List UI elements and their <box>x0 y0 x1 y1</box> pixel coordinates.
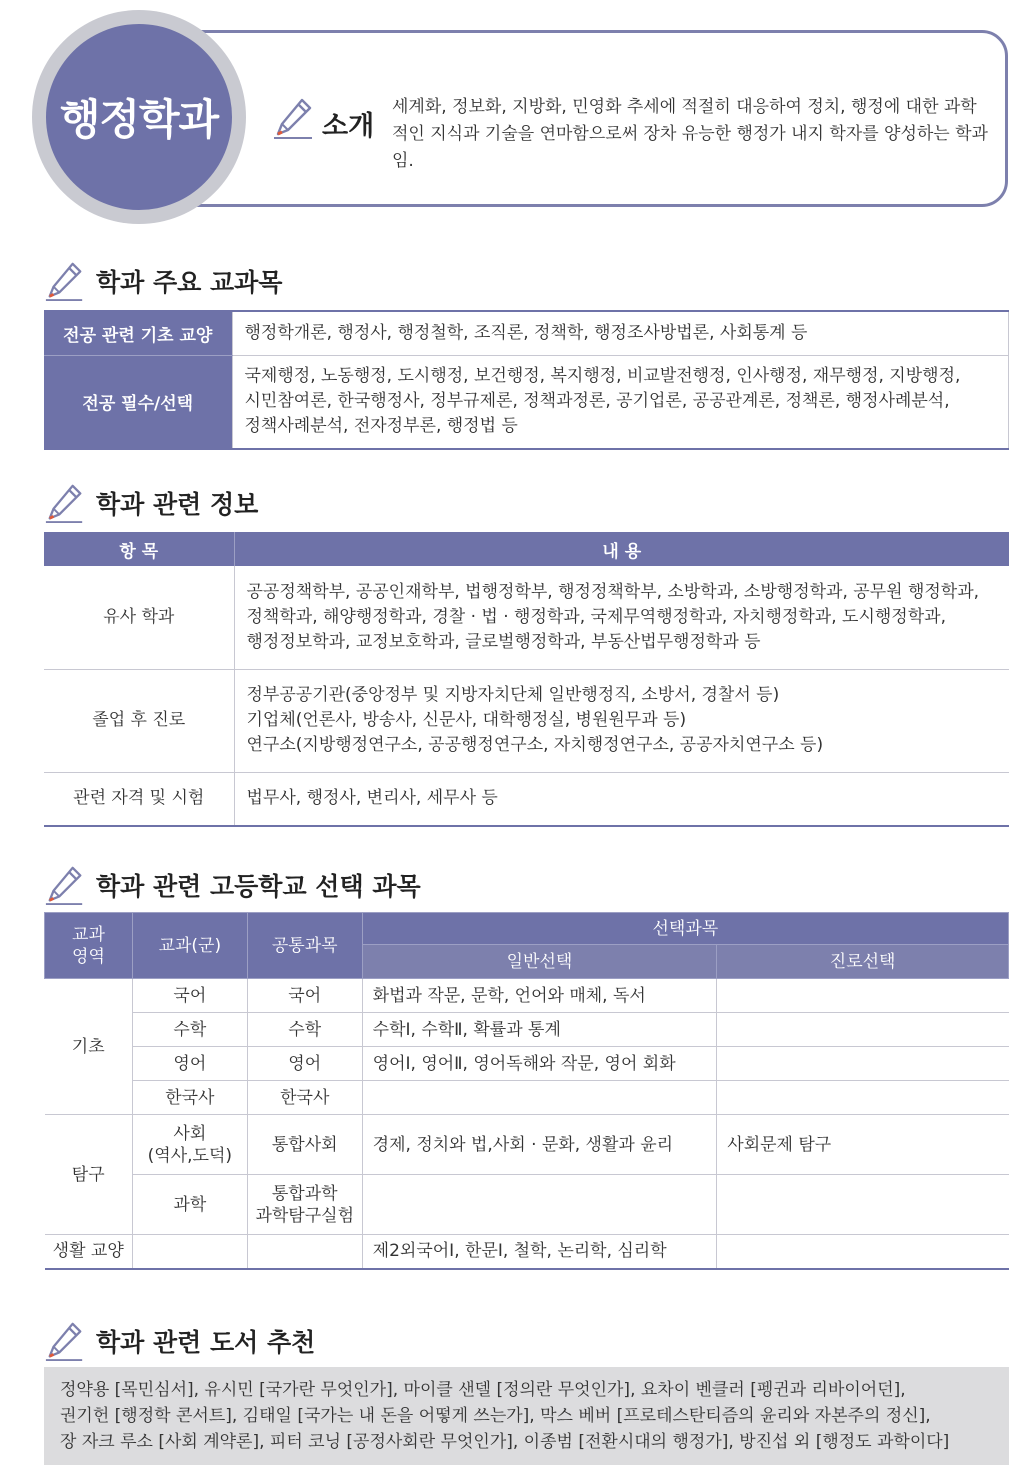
section-title-text: 학과 주요 교과목 <box>96 268 283 297</box>
general-cell: 영어Ⅰ, 영어Ⅱ, 영어독해와 작문, 영어 회화 <box>362 1047 717 1081</box>
career-cell <box>717 1013 1009 1047</box>
text-line: 기업체(언론사, 방송사, 신문사, 대학행정실, 병원원무과 등) <box>246 710 687 730</box>
career-cell <box>717 979 1009 1013</box>
group-cell: 수학 <box>132 1013 247 1047</box>
license-text: 법무사, 행정사, 변리사, 세무사 등 <box>234 772 1009 826</box>
text-line: 행정정보학과, 교정보호학과, 글로벌행정학과, 부동산법무행정학과 등 <box>246 631 761 652</box>
major-courses-text <box>232 355 1009 449</box>
career-label: 졸업 후 진로 <box>44 669 234 772</box>
intro-text: 세계화, 정보화, 지방화, 민영화 추세에 적절히 대응하여 정치, 행정에 대한 과학적인 지식과 기술을 연마함으로써 장차 유능한 행정가 내지 학자를 양성하는 학과임. <box>392 97 988 171</box>
area-header-line: 영역 <box>72 946 105 967</box>
text-line: 정책학과, 해양행정학과, 경찰 · 법 · 행정학과, 국제무역행정학과, 자치행정학과, 도시행정학과, <box>246 606 946 627</box>
text-line: 정부공공기관(중앙정부 및 지방자치단체 일반행정직, 소방서, 경찰서 등) <box>246 685 780 705</box>
area-cell: 탐구 <box>45 1115 133 1235</box>
table-row <box>44 669 1009 772</box>
text-line: 연구소(지방행정연구소, 공공행정연구소, 자치행정연구소, 공공자치연구소 등) <box>246 735 824 755</box>
intro-label: 소개 <box>322 111 375 142</box>
section-title-info <box>44 480 258 526</box>
highschool-table <box>44 912 1009 1270</box>
pencil-icon <box>44 481 86 525</box>
pencil-icon <box>44 863 86 907</box>
career-header: 진로선택 <box>717 945 1009 979</box>
group-cell <box>132 1235 247 1269</box>
area-header-line: 교과 <box>72 924 105 945</box>
section-title-text: 학과 관련 고등학교 선택 과목 <box>96 872 421 901</box>
elective-header: 선택과목 <box>362 913 1008 945</box>
common-cell <box>247 1235 362 1269</box>
general-cell: 제2외국어Ⅰ, 한문Ⅰ, 철학, 논리학, 심리학 <box>362 1235 717 1269</box>
career-cell: 사회문제 탐구 <box>717 1115 1009 1175</box>
group-cell: 과학 <box>132 1175 247 1235</box>
pencil-icon <box>44 1319 86 1363</box>
group-cell <box>132 1115 247 1175</box>
info-table <box>44 532 1009 827</box>
career-cell <box>717 1235 1009 1269</box>
table-row <box>45 1047 1009 1081</box>
group-header: 교과(군) <box>132 913 247 979</box>
dept-title-badge <box>46 24 232 210</box>
books-line: 정약용 [목민심서], 유시민 [국가란 무엇인가], 마이클 샌델 [정의란 무엇인가], 요차이 벤클러 [펭귄과 리바이어던], <box>60 1380 906 1400</box>
group-cell: 한국사 <box>132 1081 247 1115</box>
group-cell: 영어 <box>132 1047 247 1081</box>
text-line: 정책사례분석, 전자정부론, 행정법 등 <box>244 416 518 437</box>
common-cell: 수학 <box>247 1013 362 1047</box>
career-text <box>234 669 1009 772</box>
common-cell: 국어 <box>247 979 362 1013</box>
basic-courses-label: 전공 관련 기초 교양 <box>44 311 232 355</box>
common-cell <box>247 1175 362 1235</box>
section-title-text: 학과 관련 정보 <box>96 490 259 519</box>
area-cell: 기초 <box>45 979 133 1115</box>
books-line: 장 자크 루소 [사회 계약론], 피터 코닝 [공정사회란 무엇인가], 이종범 [전환시대의 행정가], 방진섭 외 [행정도 과학이다] <box>60 1432 950 1452</box>
career-cell <box>717 1081 1009 1115</box>
general-cell: 수학Ⅰ, 수학Ⅱ, 확률과 통계 <box>362 1013 717 1047</box>
section-title-text: 학과 관련 도서 추천 <box>96 1328 316 1357</box>
common-cell: 통합사회 <box>247 1115 362 1175</box>
page-header <box>0 0 1028 230</box>
table-row <box>45 1081 1009 1115</box>
section-title-highschool <box>44 862 421 908</box>
section-title-books <box>44 1318 315 1364</box>
license-label: 관련 자격 및 시험 <box>44 772 234 826</box>
general-header: 일반선택 <box>362 945 717 979</box>
general-cell <box>362 1081 717 1115</box>
section-title-courses <box>44 258 282 304</box>
area-cell: 생활 교양 <box>45 1235 133 1269</box>
table-header-row <box>45 913 1009 945</box>
pencil-icon <box>272 96 316 140</box>
career-cell <box>717 1175 1009 1235</box>
table-row <box>45 979 1009 1013</box>
general-cell: 화법과 작문, 문학, 언어와 매체, 독서 <box>362 979 717 1013</box>
pencil-icon <box>44 259 86 303</box>
text-line: 시민참여론, 한국행정사, 정부규제론, 정책과정론, 공기업론, 공공관계론, 정책론, 행정사례분석, <box>244 391 950 412</box>
group-line: 사회 <box>173 1123 207 1144</box>
table-row <box>45 1175 1009 1235</box>
books-box <box>44 1367 1009 1465</box>
col-item-header: 항 목 <box>44 532 234 566</box>
career-cell <box>717 1047 1009 1081</box>
books-line: 권기헌 [행정학 콘서트], 김태일 [국가는 내 돈을 어떻게 쓰는가], 막스 베버 [프로테스탄티즘의 윤리와 자본주의 정신], <box>60 1406 931 1426</box>
table-row <box>44 566 1009 669</box>
group-cell: 국어 <box>132 979 247 1013</box>
dept-title: 행정학과 <box>59 95 219 144</box>
general-cell <box>362 1175 717 1235</box>
table-row <box>44 772 1009 826</box>
table-row <box>44 355 1009 449</box>
col-content-header: 내 용 <box>234 532 1009 566</box>
group-line: (역사,도덕) <box>147 1145 233 1166</box>
common-cell: 영어 <box>247 1047 362 1081</box>
text-line: 국제행정, 노동행정, 도시행정, 보건행정, 복지행정, 비교발전행정, 인사행정, 재무행정, 지방행정, <box>244 366 961 387</box>
common-cell: 한국사 <box>247 1081 362 1115</box>
text-line: 공공정책학부, 공공인재학부, 법행정학부, 행정정책학부, 소방학과, 소방행정학과, 공무원 행정학과, <box>246 581 980 602</box>
major-courses-label: 전공 필수/선택 <box>44 355 232 449</box>
general-cell: 경제, 정치와 법,사회 · 문화, 생활과 윤리 <box>362 1115 717 1175</box>
common-line: 과학탐구실험 <box>255 1205 354 1226</box>
table-header-row <box>44 532 1009 566</box>
similar-text <box>234 566 1009 669</box>
courses-table <box>44 310 1009 450</box>
table-row <box>45 1235 1009 1269</box>
basic-courses-text: 행정학개론, 행정사, 행정철학, 조직론, 정책학, 행정조사방법론, 사회통계 등 <box>232 311 1009 355</box>
common-header: 공통과목 <box>247 913 362 979</box>
table-row <box>45 1013 1009 1047</box>
table-row <box>44 311 1009 355</box>
area-header <box>45 913 133 979</box>
table-row <box>45 1115 1009 1175</box>
similar-label: 유사 학과 <box>44 566 234 669</box>
common-line: 통합과학 <box>271 1183 338 1204</box>
